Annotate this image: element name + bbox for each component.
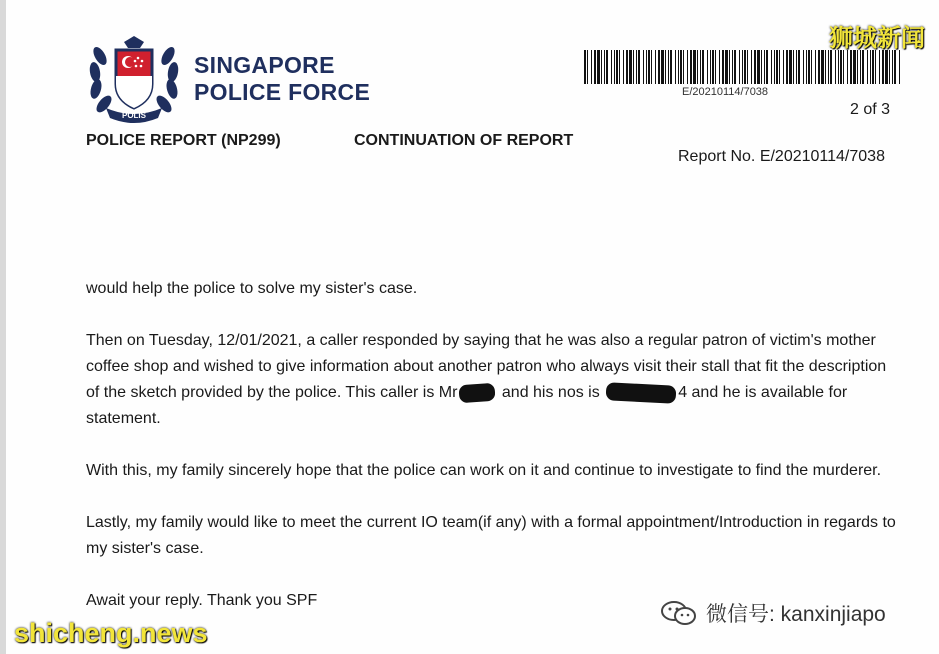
barcode xyxy=(584,50,902,84)
barcode-bar xyxy=(860,50,861,84)
paragraph-3: With this, my family sincerely hope that the police can work on it and continue to investigate to find the murderer. xyxy=(86,462,882,479)
barcode-bar xyxy=(629,50,632,84)
barcode-bar xyxy=(779,50,780,84)
report-type-heading: POLICE REPORT (NP299) xyxy=(86,132,281,149)
barcode-bar xyxy=(838,50,839,84)
barcode-bar xyxy=(715,50,716,84)
barcode-bar xyxy=(707,50,708,84)
barcode-bar xyxy=(811,50,812,84)
barcode-bar xyxy=(894,50,896,84)
barcode-bar xyxy=(722,50,724,84)
barcode-bar xyxy=(690,50,692,84)
barcode-bar xyxy=(719,50,720,84)
redaction-mark xyxy=(606,382,677,404)
barcode-bar xyxy=(742,50,743,84)
barcode-bar xyxy=(867,50,868,84)
barcode-bar xyxy=(646,50,647,84)
paragraph-2-part-c: 4 and he is available for statement. xyxy=(86,384,848,427)
barcode-bar xyxy=(808,50,810,84)
barcode-bar xyxy=(796,50,797,84)
barcode-bar xyxy=(661,50,664,84)
barcode-bar xyxy=(892,50,893,84)
paragraph-1: would help the police to solve my sister's case. xyxy=(86,280,418,297)
barcode-bar xyxy=(680,50,682,84)
barcode-bar xyxy=(882,50,884,84)
org-name-line2: POLICE FORCE xyxy=(194,79,371,105)
barcode-bar xyxy=(678,50,679,84)
police-crest-icon xyxy=(86,34,182,126)
barcode-bar xyxy=(587,50,588,84)
barcode-bar xyxy=(616,50,618,84)
barcode-bar xyxy=(862,50,864,84)
barcode-bar xyxy=(597,50,600,84)
barcode-bar xyxy=(870,50,871,84)
watermark-top: 狮城新闻 xyxy=(829,25,925,52)
barcode-bar xyxy=(611,50,612,84)
barcode-bar xyxy=(606,50,608,84)
barcode-bar xyxy=(879,50,880,84)
barcode-bar xyxy=(725,50,728,84)
barcode-bar xyxy=(700,50,701,84)
report-body xyxy=(86,276,896,640)
barcode-bar xyxy=(687,50,688,84)
barcode-bar xyxy=(712,50,714,84)
barcode-bar xyxy=(584,50,586,84)
barcode-bar xyxy=(766,50,768,84)
barcode-bar xyxy=(729,50,730,84)
barcode-bar xyxy=(601,50,602,84)
barcode-bar xyxy=(633,50,634,84)
barcode-bar xyxy=(626,50,628,84)
barcode-bar xyxy=(835,50,836,84)
barcode-bar xyxy=(623,50,624,84)
barcode-bar xyxy=(683,50,684,84)
barcode-bar xyxy=(697,50,698,84)
page-number: 2 of 3 xyxy=(850,101,891,118)
barcode-bar xyxy=(665,50,666,84)
barcode-bar xyxy=(693,50,696,84)
redaction-mark xyxy=(459,383,496,403)
barcode-bar xyxy=(825,50,826,84)
wechat-label: 微信号: kanxinjiapo xyxy=(706,603,886,626)
wechat-watermark xyxy=(660,598,886,628)
barcode-bar xyxy=(675,50,676,84)
barcode-bar xyxy=(806,50,807,84)
barcode-bar xyxy=(843,50,844,84)
barcode-bar xyxy=(658,50,660,84)
barcode-bar xyxy=(604,50,605,84)
barcode-bar xyxy=(818,50,820,84)
barcode-bar xyxy=(872,50,874,84)
paragraph-2-part-a: Then on Tuesday, 12/01/2021, a caller responded by saying that he was also a regular patron of victim's mother coffee shop and wished to give information about another patron who always visit their stall that fit the description of the sketch provided by the police. This caller is Mr xyxy=(86,332,887,401)
barcode-bar xyxy=(840,50,842,84)
barcode-bar xyxy=(847,50,848,84)
crest-label: POLIS xyxy=(121,111,147,120)
watermark-bottom: shicheng.news xyxy=(14,618,208,648)
continuation-heading: CONTINUATION OF REPORT xyxy=(354,132,574,149)
barcode-bar xyxy=(850,50,852,84)
barcode-bar xyxy=(889,50,890,84)
barcode-bar xyxy=(710,50,711,84)
paragraph-2-part-b: and his nos is xyxy=(501,384,600,401)
barcode-bar xyxy=(885,50,888,84)
barcode-bar xyxy=(744,50,746,84)
barcode-bar xyxy=(655,50,656,84)
barcode-bar xyxy=(853,50,856,84)
barcode-bar xyxy=(774,50,775,84)
barcode-bar xyxy=(591,50,592,84)
barcode-bar xyxy=(734,50,736,84)
barcode-bar xyxy=(594,50,596,84)
barcode-bar xyxy=(821,50,824,84)
paragraph-2 xyxy=(86,328,896,432)
barcode-bar xyxy=(875,50,876,84)
barcode-bar xyxy=(793,50,794,84)
barcode-bar xyxy=(757,50,760,84)
barcode-bar xyxy=(668,50,669,84)
barcode-number: E/20210114/7038 xyxy=(682,86,769,98)
barcode-bar xyxy=(798,50,800,84)
barcode-bar xyxy=(670,50,672,84)
barcode-bar xyxy=(789,50,792,84)
barcode-bar xyxy=(803,50,804,84)
org-name-line1: SINGAPORE xyxy=(194,52,335,78)
barcode-bar xyxy=(702,50,704,84)
barcode-bar xyxy=(754,50,756,84)
report-number: Report No. E/20210114/7038 xyxy=(678,148,885,165)
barcode-bar xyxy=(643,50,644,84)
barcode-bar xyxy=(732,50,733,84)
barcode-bar xyxy=(764,50,765,84)
barcode-bar xyxy=(636,50,637,84)
barcode-bar xyxy=(783,50,784,84)
barcode-bar xyxy=(828,50,829,84)
page-edge-shadow xyxy=(0,0,6,654)
barcode-bar xyxy=(771,50,772,84)
barcode-bar xyxy=(830,50,832,84)
barcode-bar xyxy=(619,50,620,84)
barcode-bar xyxy=(638,50,640,84)
barcode-bar xyxy=(776,50,778,84)
barcode-bar xyxy=(614,50,615,84)
barcode-bar xyxy=(899,50,900,84)
paragraph-5: Await your reply. Thank you SPF xyxy=(86,592,318,609)
paragraph-4: Lastly, my family would like to meet the current IO team(if any) with a formal appointment/Introduction in regards to my sister's case. xyxy=(86,514,896,557)
barcode-bar xyxy=(648,50,650,84)
barcode-bar xyxy=(747,50,748,84)
barcode-bar xyxy=(815,50,816,84)
barcode-bar xyxy=(857,50,858,84)
barcode-bar xyxy=(739,50,740,84)
barcode-bar xyxy=(761,50,762,84)
barcode-bar xyxy=(651,50,652,84)
barcode-bar xyxy=(751,50,752,84)
wechat-icon xyxy=(660,599,698,627)
org-name xyxy=(194,52,370,106)
barcode-bar xyxy=(786,50,788,84)
